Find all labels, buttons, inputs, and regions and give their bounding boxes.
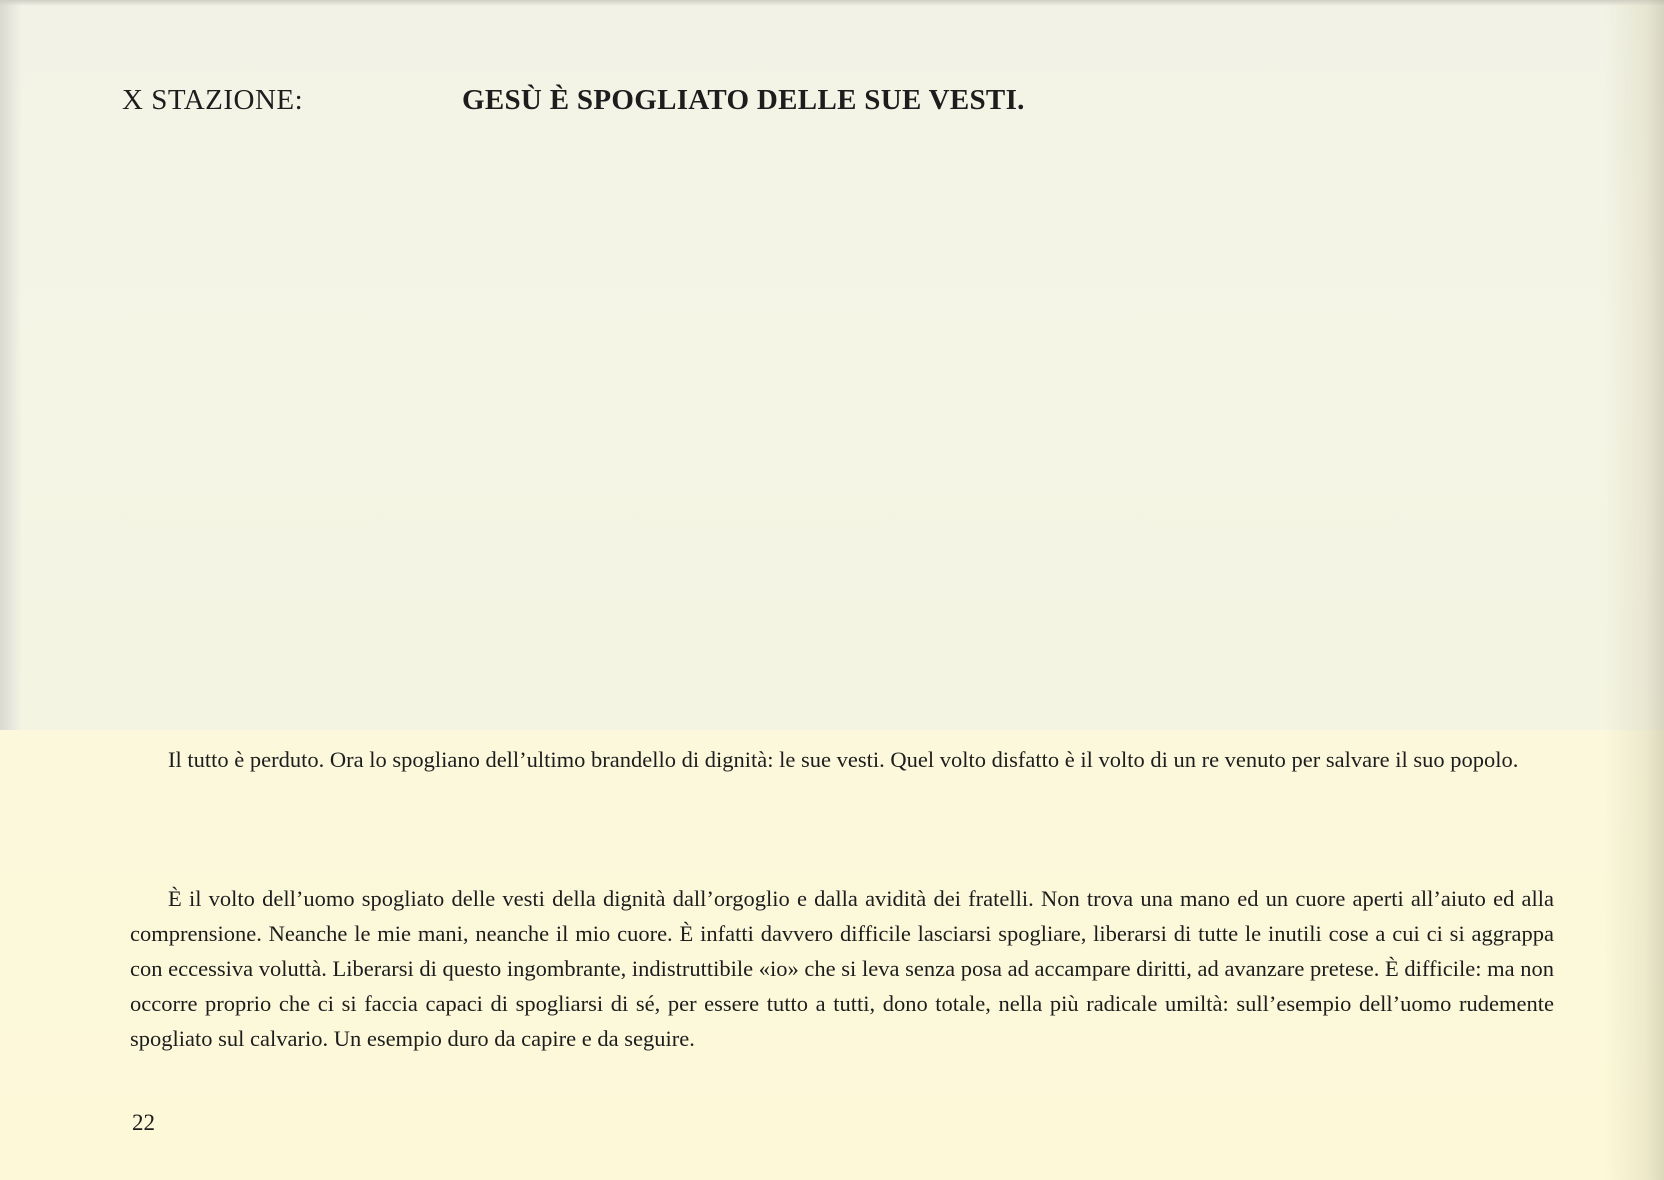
paragraph-2: È il volto dell’uomo spogliato delle vesti della dignità dall’orgoglio e dalla avidità dei fratelli. Non trova una mano ed un cuore aperti all’aiuto ed alla comprensione. Neanche le mie mani, neanche il mio cuore. È infatti davvero difficile lasciarsi spogliare, liberarsi di tutte le inutili cose a cui ci si aggrappa con eccessiva voluttà. Liberarsi di questo ingombrante, indistruttibile «io» che si leva senza posa ad accampare diritti, ad avanzare pretese. È difficile: ma non occorre proprio che ci si faccia capaci di spogliarsi di sé, per essere tutto a tutti, dono totale, nella più radicale umiltà: sull’esempio dell’uomo rudemente spogliato sul calvario. Un esempio duro da capire e da seguire. — [130, 886, 1554, 1051]
paragraph-1: Il tutto è perduto. Ora lo spogliano dell’ultimo brandello di dignità: le sue vesti. Quel volto disfatto è il volto di un re venuto per salvare il suo popolo. — [168, 747, 1519, 772]
station-label: X STAZIONE: — [122, 84, 304, 116]
page-binding-shadow — [1604, 0, 1664, 1180]
page-number: 22 — [132, 1110, 155, 1135]
page-left-edge — [0, 0, 22, 730]
page-top-edge — [0, 0, 1664, 6]
station-header — [122, 84, 1522, 128]
station-title: GESÙ È SPOGLIATO DELLE SUE VESTI. — [462, 84, 1025, 116]
